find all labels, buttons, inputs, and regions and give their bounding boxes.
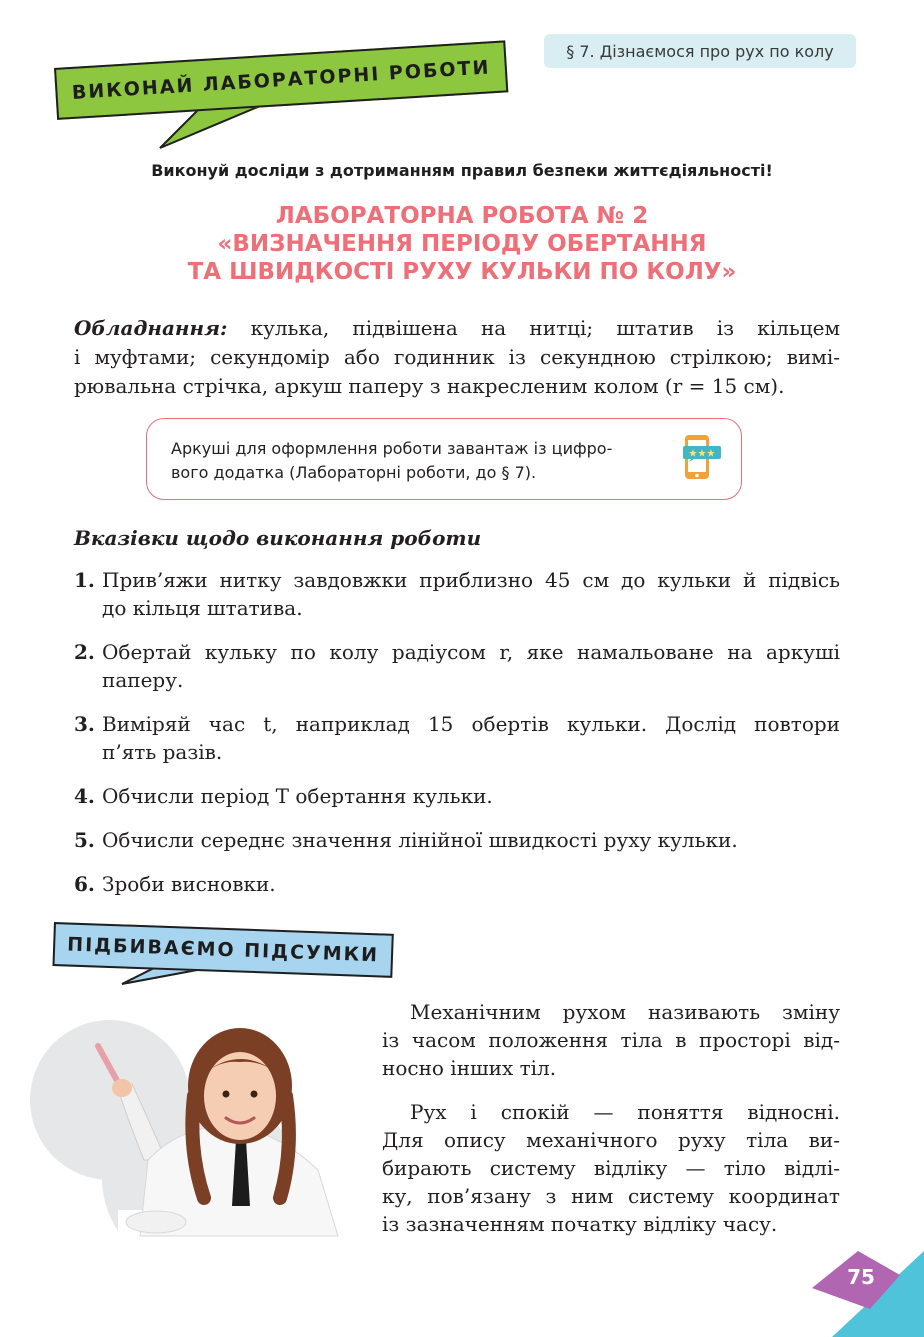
step-number: 4.	[74, 784, 95, 808]
step-text: паперу.	[102, 668, 184, 692]
step-text: Зроби висновки.	[102, 872, 276, 896]
step-text: до кільця штатива.	[102, 596, 303, 620]
student-photo	[28, 1010, 358, 1240]
equipment-text: рювальна стрічка, аркуш паперу з накресленим колом (r = 15 см).	[74, 374, 785, 398]
summary-line: Рух і спокій — поняття відносні.	[410, 1100, 840, 1124]
step-text: Обертай кульку по колу радіусом r, яке намальоване на аркуші	[102, 640, 840, 664]
summary-paragraph	[382, 1098, 840, 1238]
lab-work-banner-label: ВИКОНАЙ ЛАБОРАТОРНІ РОБОТИ	[54, 40, 508, 119]
step-number: 5.	[74, 828, 95, 852]
step-item	[74, 710, 840, 766]
lab-title	[0, 202, 924, 286]
step-text: п’ять разів.	[102, 740, 223, 764]
safety-note: Виконуй досліди з дотриманням правил безпеки життєдіяльності!	[151, 161, 773, 180]
summary-line: Механічним рухом називають зміну	[410, 1000, 840, 1024]
summary-line: Для опису механічного руху тіла ви-	[382, 1128, 840, 1152]
note-text	[171, 437, 661, 485]
step-text: Прив’яжи нитку завдовжки приблизно 45 см до кульки й підвісь	[102, 568, 840, 592]
summary-banner-label: ПІДБИВАЄМО ПІДСУМКИ	[52, 922, 393, 978]
equipment-text: кулька, підвішена на нитці; штатив із кільцем	[250, 316, 841, 340]
summary-line: носно інших тіл.	[382, 1056, 557, 1080]
equipment-paragraph	[74, 314, 840, 401]
running-header: § 7. Дізнаємося про рух по колу	[544, 34, 856, 68]
lab-title-line: «ВИЗНАЧЕННЯ ПЕРІОДУ ОБЕРТАННЯ	[217, 231, 707, 257]
step-item	[74, 870, 840, 898]
lab-title-line: ЛАБОРАТОРНА РОБОТА № 2	[275, 203, 649, 229]
step-item	[74, 566, 840, 622]
step-text: Обчисли період T обертання кульки.	[102, 784, 493, 808]
note-line: Аркуші для оформлення роботи завантаж із цифро-	[171, 439, 613, 458]
instructions-heading: Вказівки щодо виконання роботи	[74, 526, 482, 550]
summary-line: із зазначенням початку відліку часу.	[382, 1212, 778, 1236]
summary-text	[382, 998, 840, 1254]
step-number: 3.	[74, 712, 95, 736]
note-line: вого додатка (Лабораторні роботи, до § 7).	[171, 463, 537, 482]
equipment-lead: Обладнання:	[74, 316, 228, 340]
lab-title-line: ТА ШВИДКОСТІ РУХУ КУЛЬКИ ПО КОЛУ»	[187, 259, 737, 285]
step-text: Виміряй час t, наприклад 15 обертів кульки. Дослід повтори	[102, 712, 840, 736]
step-number: 6.	[74, 872, 95, 896]
summary-banner	[50, 918, 410, 988]
summary-line: ку, пов’язану з ним систему координат	[382, 1184, 840, 1208]
step-item	[74, 638, 840, 694]
instruction-steps	[74, 566, 840, 914]
equipment-text: і муфтами; секундомір або годинник із секундною стрілкою; вимі-	[74, 345, 840, 369]
smartphone-rating-icon[interactable]	[681, 433, 727, 485]
summary-line: бирають систему відліку — тіло відлі-	[382, 1156, 840, 1180]
step-item	[74, 826, 840, 854]
summary-line: із часом положення тіла в просторі від-	[382, 1028, 840, 1052]
svg-text:★★★: ★★★	[688, 448, 716, 460]
page-number: 75	[847, 1265, 875, 1289]
summary-paragraph	[382, 998, 840, 1082]
step-item	[74, 782, 840, 810]
step-number: 1.	[74, 568, 95, 592]
lab-work-banner	[48, 50, 518, 150]
digital-supplement-note	[146, 418, 742, 500]
step-text: Обчисли середнє значення лінійної швидкості руху кульки.	[102, 828, 738, 852]
step-number: 2.	[74, 640, 95, 664]
